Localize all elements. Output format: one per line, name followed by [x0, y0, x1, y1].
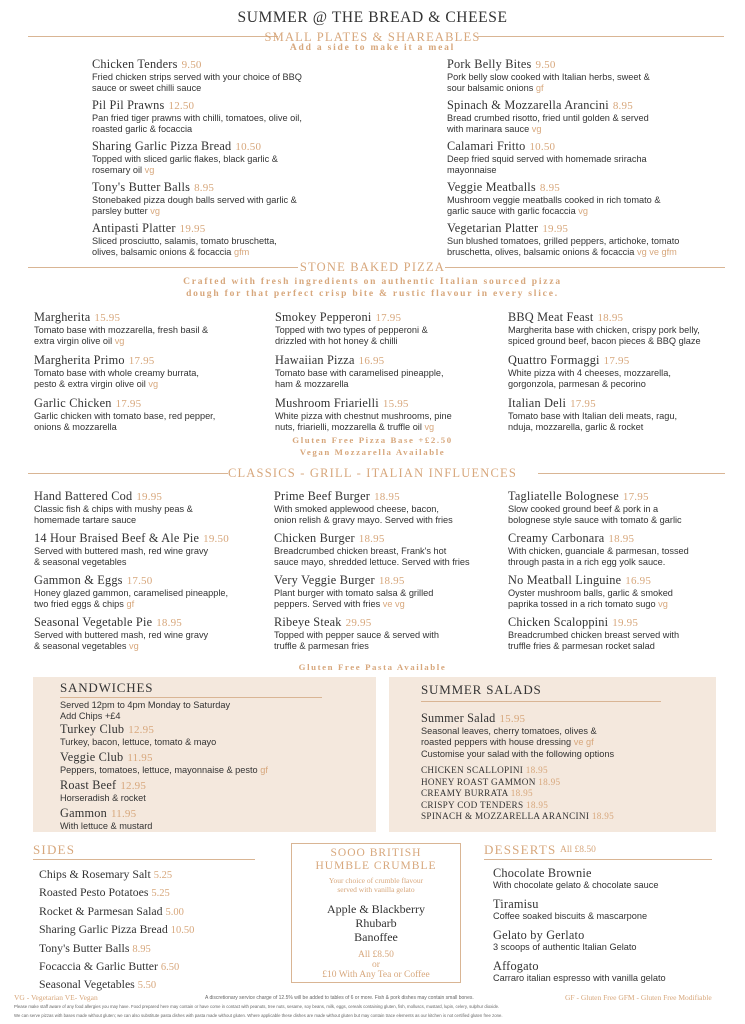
menu-item: [34, 310, 269, 353]
dessert-item: [493, 897, 733, 928]
item-desc: Served with buttered mash, red wine gravy: [34, 630, 209, 640]
item-desc: 3 scoops of authentic Italian Gelato: [493, 942, 637, 952]
sides-list: [39, 866, 194, 995]
item-desc: Topped with sliced garlic flakes, black garlic &: [92, 154, 278, 164]
legend-right: GF - Gluten Free GFM - Gluten Free Modifiable: [565, 993, 712, 1002]
item-name: Ribeye Steak: [274, 615, 342, 629]
item-desc: With lettuce & mustard: [60, 821, 153, 831]
salads-panel: [389, 677, 716, 832]
item-name: Mushroom Friarielli: [275, 396, 379, 410]
item-desc: spiced ground beef, bacon pieces & BBQ glaze: [508, 336, 701, 347]
item-desc: onions & mozzarella: [34, 422, 117, 433]
salad-customise-text: Customise your salad with the following options: [421, 749, 615, 759]
pizza-subheading: Crafted with fresh ingredients on authentic Italian sourced pizza: [183, 277, 562, 287]
item-price: 12.50: [168, 100, 195, 112]
item-desc: nuts, friarielli, mozzarella & truffle oil: [275, 422, 422, 433]
diet-tag: vg: [424, 422, 435, 433]
pizza-subheading: dough for that perfect crisp bite & rustic flavour in every slice.: [186, 289, 559, 299]
diet-tag: vg: [658, 599, 668, 610]
diet-tag: ve gf: [573, 737, 594, 748]
diet-tag: vg: [114, 336, 125, 347]
item-name: Prime Beef Burger: [274, 489, 371, 503]
item-desc: extra virgin olive oil: [34, 336, 113, 347]
menu-item: [274, 573, 506, 615]
menu-item: [92, 57, 432, 98]
item-price: 9.50: [181, 59, 202, 71]
item-price: 17.95: [115, 398, 142, 410]
item-desc: Breadcrumbed chicken breast, Frank's hot: [274, 546, 447, 556]
diet-tag: vg ve gfm: [636, 247, 677, 258]
small-plates-right: [447, 57, 737, 262]
item-price: 17.95: [570, 398, 596, 410]
item-price: 15.95: [499, 713, 526, 725]
item-name: Garlic Chicken: [34, 396, 112, 410]
item-desc: bolognese style sauce with tomato & garlic: [508, 515, 682, 526]
item-price: 11.95: [110, 808, 137, 820]
item-desc: White pizza with 4 cheeses, mozzarella,: [508, 368, 671, 378]
divider: [60, 697, 322, 698]
side-item: Tony's Butter Balls 8.95: [39, 940, 151, 955]
item-desc: With smoked applewood cheese, bacon,: [274, 504, 439, 514]
diet-tag: gf: [126, 599, 135, 610]
item-desc: sauce mayo, shredded lettuce. Served with fries: [274, 557, 470, 568]
item-name: Chocolate Brownie: [493, 866, 592, 880]
menu-item: [92, 221, 432, 262]
desserts-price: All £8.50: [560, 845, 596, 855]
item-desc: Pan fried tiger prawns with chilli, tomatoes, olive oil,: [92, 113, 302, 123]
small-plates-subheading: Add a side to make it a meal: [289, 43, 456, 53]
item-price: 16.95: [358, 355, 385, 367]
item-price: 17.95: [128, 355, 155, 367]
item-name: Calamari Fritto: [447, 139, 526, 153]
item-price: 8.95: [612, 100, 633, 112]
item-desc: Peppers, tomatoes, lettuce, mayonnaise & pesto: [60, 765, 258, 775]
item-name: BBQ Meat Feast: [508, 310, 594, 324]
item-name: Pork Belly Bites: [447, 57, 532, 71]
item-desc: Topped with pepper sauce & served with: [274, 630, 439, 640]
item-name: Gammon & Eggs: [34, 573, 123, 587]
item-desc: Turkey, bacon, lettuce, tomato & mayo: [60, 737, 217, 747]
menu-item: [274, 615, 506, 657]
crumble-flavour: Apple & Blackberry: [327, 902, 425, 916]
item-desc: Served with buttered mash, red wine gravy: [34, 546, 209, 556]
item-desc: Honey glazed gammon, caramelised pineapple,: [34, 588, 229, 598]
menu-item: [60, 722, 370, 750]
dessert-item: [493, 928, 733, 959]
menu-item: [275, 353, 505, 396]
item-price: 12.95: [128, 724, 155, 736]
salad-option: CHICKEN SCALLOPINI 18.95: [421, 765, 548, 775]
salad-option: SPINACH & MOZZARELLA ARANCINI 18.95: [421, 811, 614, 822]
sandwiches-heading: SANDWICHES: [60, 680, 154, 695]
classics-heading: CLASSICS - GRILL - ITALIAN INFLUENCES: [227, 466, 518, 480]
item-name: Chicken Tenders: [92, 57, 178, 71]
crumble-sub: served with vanilla gelato: [337, 885, 415, 894]
item-desc: Slow cooked ground beef & pork in a: [508, 504, 659, 514]
classics-column: [508, 489, 740, 657]
dessert-item: [493, 866, 733, 897]
item-name: Vegetarian Platter: [447, 221, 539, 235]
item-desc: with marinara sauce: [447, 124, 530, 135]
item-name: Chicken Burger: [274, 531, 355, 545]
item-name: Sharing Garlic Pizza Bread: [92, 139, 232, 153]
item-desc: Classic fish & chips with mushy peas &: [34, 504, 193, 514]
salad-option: CREAMY BURRATA 18.95: [421, 788, 533, 799]
item-desc: Oyster mushroom balls, garlic & smoked: [508, 588, 673, 598]
menu-item: [34, 573, 274, 615]
item-desc: Deep fried squid served with homemade sriracha: [447, 154, 647, 164]
menu-item: [274, 531, 506, 573]
allergy-note: We can serve pizzas with bases made without gluten; we can also substitute pasta dishes with pasta made without gluten. Where applicable these dishes are made without gluten but may contain trace elements as our kitchen is not certified gluten free zone.: [14, 1013, 503, 1018]
item-desc: Breadcrumbed chicken breast served with: [508, 630, 680, 640]
crumble-or: or: [372, 960, 380, 970]
item-desc: two fried eggs & chips: [34, 599, 124, 610]
item-price: 8.95: [194, 182, 215, 194]
item-price: 11.95: [127, 752, 153, 764]
menu-item: [447, 57, 737, 98]
side-item: Seasonal Vegetables 5.50: [39, 977, 157, 992]
item-desc: Sliced prosciutto, salamis, tomato bruschetta,: [92, 236, 277, 246]
menu-item: [34, 531, 274, 573]
diet-tag: vg: [150, 206, 160, 217]
pizza-column: [275, 310, 505, 439]
desserts-list: [493, 866, 733, 990]
small-plates-left: [92, 57, 432, 262]
menu-item: [508, 396, 738, 439]
item-desc: mayonnaise: [447, 165, 497, 176]
item-name: Italian Deli: [508, 396, 567, 410]
item-desc: Mushroom veggie meatballs cooked in rich tomato &: [447, 195, 661, 205]
salads-heading: SUMMER SALADS: [421, 682, 542, 697]
item-desc: gorgonzola, parmesan & pecorino: [508, 379, 646, 390]
crumble-sub: Your choice of crumble flavour: [328, 876, 424, 885]
item-name: Roast Beef: [60, 778, 117, 792]
crumble-flavour: Banoffee: [354, 930, 398, 944]
item-desc: sauce or sweet chilli sauce: [92, 83, 202, 94]
item-desc: peppers. Served with fries: [274, 599, 381, 610]
crumble-box: [291, 843, 461, 983]
item-desc: Tomato base with caramelised pineapple,: [275, 368, 444, 378]
crumble-heading: SOOO BRITISH: [330, 847, 422, 859]
item-price: 8.95: [539, 182, 560, 194]
menu-item: [92, 98, 432, 139]
item-desc: & seasonal vegetables: [34, 557, 127, 568]
item-desc: Pork belly slow cooked with Italian herbs, sweet &: [447, 72, 650, 82]
menu-item: [508, 531, 740, 573]
item-name: Margherita: [34, 310, 91, 324]
menu-item: [34, 615, 274, 657]
menu-title: SUMMER @ THE BREAD & CHEESE: [237, 9, 508, 26]
diet-tag: gf: [535, 83, 544, 94]
menu-item: [275, 396, 505, 439]
item-desc: Plant burger with tomato salsa & grilled: [274, 588, 434, 598]
diet-tag: ve vg: [382, 599, 405, 610]
item-name: Seasonal Vegetable Pie: [34, 615, 153, 629]
menu-item: [34, 353, 269, 396]
menu-item: [92, 139, 432, 180]
item-price: 19.95: [179, 223, 206, 235]
crumble-heading: HUMBLE CRUMBLE: [315, 860, 437, 872]
item-name: Veggie Meatballs: [447, 180, 536, 194]
pizza-heading: STONE BAKED PIZZA: [299, 260, 446, 274]
crumble-price: £10 With Any Tea or Coffee: [322, 970, 430, 980]
diet-tag: gfm: [233, 247, 250, 258]
item-name: Affogato: [493, 959, 539, 973]
salad-option: HONEY ROAST GAMMON 18.95: [421, 776, 561, 787]
pizza-column: [508, 310, 738, 439]
item-desc: truffle fries & parmesan rocket salad: [508, 641, 655, 652]
item-name: 14 Hour Braised Beef & Ale Pie: [34, 531, 200, 545]
menu-item: [92, 180, 432, 221]
item-desc: paprika tossed in a rich tomato sugo: [508, 599, 656, 610]
item-price: 10.50: [235, 141, 262, 153]
divider: [33, 859, 255, 860]
crumble-flavour: Rhubarb: [355, 916, 397, 930]
item-price: 18.95: [156, 617, 182, 629]
item-desc: ham & mozzarella: [275, 379, 349, 390]
item-desc: olives, balsamic onions & focaccia: [92, 247, 232, 258]
item-name: Antipasti Platter: [92, 221, 176, 235]
item-name: Gelato by Gerlato: [493, 928, 585, 942]
item-name: Pil Pil Prawns: [92, 98, 165, 112]
item-price: 18.95: [597, 312, 624, 324]
gluten-free-pasta-note: Gluten Free Pasta Available: [298, 662, 447, 672]
item-desc: homemade tartare sauce: [34, 515, 137, 526]
item-desc: Garlic chicken with tomato base, red pepper,: [34, 411, 216, 421]
item-price: 16.95: [625, 575, 652, 587]
item-price: 19.95: [542, 223, 569, 235]
desserts-heading: DESSERTS: [484, 842, 557, 857]
vegan-note: Vegan Mozzarella Available: [299, 447, 446, 457]
diet-tag: gf: [260, 765, 268, 775]
item-price: 17.95: [603, 355, 630, 367]
item-price: 17.95: [622, 491, 649, 503]
diet-tag: vg: [578, 206, 588, 217]
pizza-column: [34, 310, 269, 439]
item-name: Veggie Club: [60, 750, 124, 764]
item-name: Hand Battered Cod: [34, 489, 133, 503]
divider: [421, 701, 661, 702]
sandwiches-panel: [33, 677, 376, 832]
item-price: 18.95: [608, 533, 635, 545]
side-item: Roasted Pesto Potatoes 5.25: [39, 885, 170, 900]
menu-item: [447, 180, 737, 221]
crumble-price: All £8.50: [358, 950, 394, 960]
side-item: Rocket & Parmesan Salad 5.00: [39, 903, 184, 918]
classics-column: [34, 489, 274, 657]
diet-tag: vg: [148, 379, 159, 390]
item-desc: parsley butter: [92, 206, 148, 217]
menu-item: [508, 310, 738, 353]
menu-item: [34, 396, 269, 439]
item-name: Tony's Butter Balls: [92, 180, 191, 194]
divider: [484, 859, 712, 860]
classics-column: [274, 489, 506, 657]
item-desc: Carraro italian espresso with vanilla gelato: [493, 973, 666, 983]
item-name: Creamy Carbonara: [508, 531, 605, 545]
item-desc: rosemary oil: [92, 165, 143, 176]
salad-options: [421, 765, 614, 823]
item-price: 10.50: [529, 141, 556, 153]
menu-item: [421, 711, 711, 748]
item-desc: Coffee soaked biscuits & mascarpone: [493, 911, 648, 921]
gluten-free-note: Gluten Free Pizza Base +£2.50: [292, 435, 453, 445]
item-name: Tagliatelle Bolognese: [508, 489, 619, 503]
item-desc: Seasonal leaves, cherry tomatoes, olives &: [421, 726, 597, 736]
salad-option: CRISPY COD TENDERS 18.95: [421, 799, 549, 810]
service-note: A discretionary service charge of 12.5% will be added to tables of 6 or more. Fish & pork dishes may contain small bones.: [205, 995, 474, 1001]
item-desc: Bread crumbed risotto, fried until golden & served: [447, 113, 649, 123]
allergy-note: Please make staff aware of any food allergies you may have. Food prepared here may contain or have come in contact with peanuts, tree nuts, sesame, soy beans, milk, eggs, cereals containing gluten, fish, molluscs, mustard, lupin, celery, sulphur dioxide.: [14, 1004, 500, 1009]
item-desc: Sun blushed tomatoes, grilled peppers, artichoke, tomato: [447, 236, 680, 246]
item-name: Spinach & Mozzarella Arancini: [447, 98, 609, 112]
item-desc: through pasta in a rich egg yolk sauce.: [508, 557, 666, 568]
item-desc: onion relish & gravy mayo. Served with fries: [274, 515, 453, 526]
item-desc: nduja, mozzarella, garlic & rocket: [508, 422, 644, 433]
item-price: 18.95: [378, 575, 405, 587]
item-desc: With chicken, guanciale & parmesan, tossed: [508, 546, 689, 556]
menu-item: [508, 489, 740, 531]
diet-tag: vg: [129, 641, 139, 652]
item-desc: Tomato base with Italian deli meats, ragu,: [508, 411, 678, 421]
side-item: Focaccia & Garlic Butter 6.50: [39, 959, 180, 974]
item-desc: With chocolate gelato & chocolate sauce: [493, 880, 659, 890]
diet-tag: vg: [144, 165, 155, 176]
menu-item: [447, 98, 737, 139]
item-desc: drizzled with hot honey & chilli: [275, 336, 398, 347]
item-name: Turkey Club: [60, 722, 125, 736]
menu-item: [34, 489, 274, 531]
item-price: 18.95: [374, 491, 400, 503]
item-price: 15.95: [94, 312, 121, 324]
item-price: 18.95: [358, 533, 385, 545]
item-name: No Meatball Linguine: [508, 573, 622, 587]
side-item: Chips & Rosemary Salt 5.25: [39, 867, 173, 881]
item-name: Smokey Pepperoni: [275, 310, 372, 324]
item-desc: pesto & extra virgin olive oil: [34, 379, 146, 390]
sandwich-list: [60, 722, 370, 834]
item-desc: Topped with two types of pepperoni &: [275, 325, 428, 335]
menu-item: [60, 806, 370, 834]
item-desc: Fried chicken strips served with your choice of BBQ: [92, 72, 302, 82]
item-price: 12.95: [120, 780, 147, 792]
item-price: 19.95: [612, 617, 639, 629]
menu-item: [60, 750, 370, 778]
menu-item: [508, 573, 740, 615]
item-price: 19.95: [136, 491, 163, 503]
item-name: Margherita Primo: [34, 353, 125, 367]
item-name: Very Veggie Burger: [274, 573, 375, 587]
item-name: Summer Salad: [421, 711, 496, 725]
item-desc: & seasonal vegetables: [34, 641, 127, 652]
item-name: Tiramisu: [493, 897, 539, 911]
sides-heading: SIDES: [33, 842, 76, 857]
menu-item: [508, 353, 738, 396]
item-name: Hawaiian Pizza: [275, 353, 355, 367]
side-item: Sharing Garlic Pizza Bread 10.50: [39, 922, 195, 937]
item-name: Gammon: [60, 806, 107, 820]
sandwiches-chips: Add Chips +£4: [60, 711, 121, 721]
diet-tag: vg: [531, 124, 542, 135]
legend-left: VG - Vegetarian VE- Vegan: [14, 993, 98, 1002]
menu-item: [508, 615, 740, 657]
item-desc: garlic sauce with garlic focaccia: [447, 206, 576, 217]
item-desc: sour balsamic onions: [447, 83, 534, 94]
item-name: Quattro Formaggi: [508, 353, 600, 367]
small-plates-heading: SMALL PLATES & SHAREABLES: [264, 30, 481, 44]
menu-item: [274, 489, 506, 531]
item-price: 9.50: [535, 59, 556, 71]
item-desc: Tomato base with mozzarella, fresh basil &: [34, 325, 209, 335]
item-desc: bruschetta, olives, balsamic onions & focaccia: [447, 247, 635, 258]
menu-item: [275, 310, 505, 353]
item-desc: Stonebaked pizza dough balls served with garlic &: [92, 195, 297, 205]
item-price: 17.50: [126, 575, 153, 587]
menu-item: [447, 221, 737, 262]
item-price: 19.50: [203, 533, 229, 545]
item-desc: White pizza with chestnut mushrooms, pine: [275, 411, 452, 421]
item-price: 17.95: [375, 312, 402, 324]
menu-item: [447, 139, 737, 180]
dessert-item: [493, 959, 733, 990]
item-desc: roasted peppers with house dressing: [421, 737, 572, 748]
item-desc: Margherita base with chicken, crispy pork belly,: [508, 325, 700, 335]
item-desc: Tomato base with whole creamy burrata,: [34, 368, 199, 378]
item-name: Chicken Scaloppini: [508, 615, 609, 629]
item-price: 29.95: [345, 617, 372, 629]
item-desc: Horseradish & rocket: [60, 793, 146, 803]
menu-item: [60, 778, 370, 806]
sandwiches-served: Served 12pm to 4pm Monday to Saturday: [60, 700, 231, 710]
item-desc: truffle & parmesan fries: [274, 641, 369, 652]
item-price: 15.95: [382, 398, 409, 410]
item-desc: roasted garlic & focaccia: [92, 124, 193, 135]
